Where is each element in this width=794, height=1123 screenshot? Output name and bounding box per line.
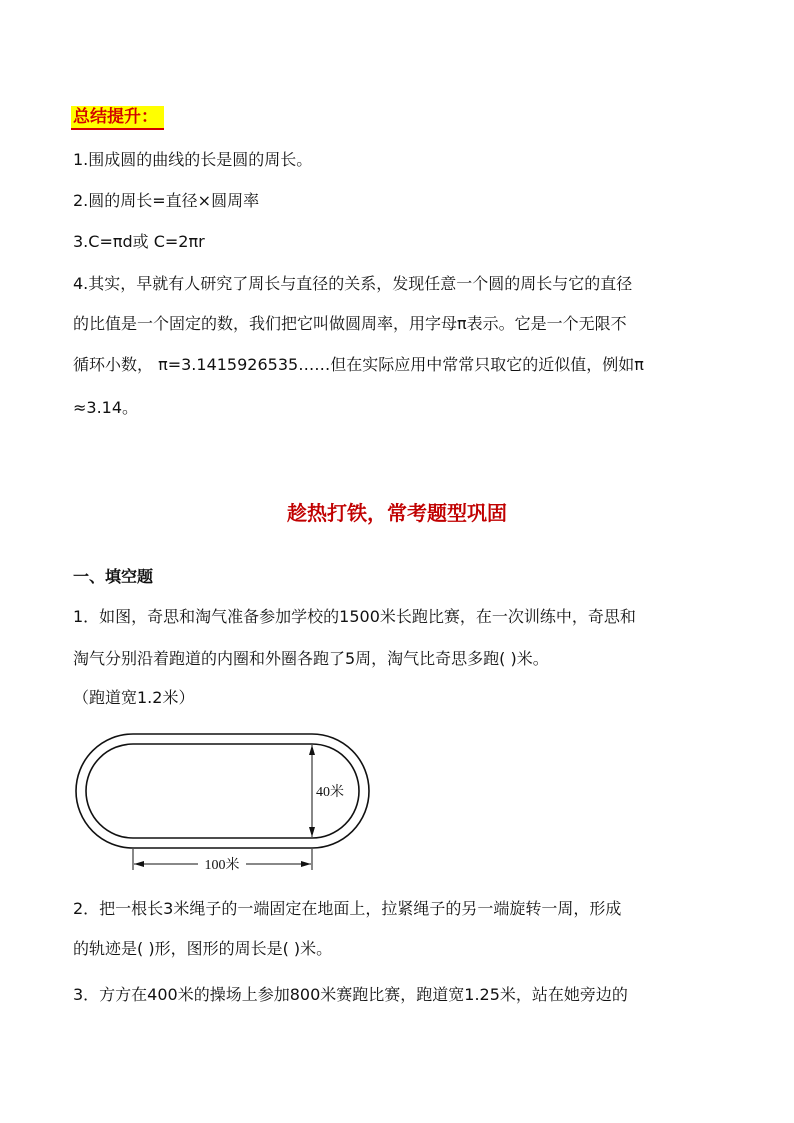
summary-point-3: 3.C=πd或 C=2πr (73, 232, 205, 251)
question-2-line-1: 2．把一根长3米绳子的一端固定在地面上，拉紧绳子的另一端旋转一周，形成 (73, 899, 622, 918)
summary-point-4-line-1: 4.其实，早就有人研究了周长与直径的关系，发现任意一个圆的周长与它的直径 (73, 274, 633, 293)
length-arrow-left (134, 861, 144, 867)
summary-point-2: 2.圆的周长=直径×圆周率 (73, 191, 260, 210)
track-length-label: 100米 (204, 858, 240, 873)
question-1-note: （跑道宽1.2米） (73, 688, 195, 707)
section-title: 趁热打铁，常考题型巩固 (287, 501, 507, 525)
question-2-line-2: 的轨迹是( )形，图形的周长是( )米。 (73, 939, 333, 958)
summary-point-4-line-3: 循环小数， π=3.1415926535……但在实际应用中常常只取它的近似值，例如π (73, 355, 644, 374)
question-1-line-1: 1．如图，奇思和淘气准备参加学校的1500米长跑比赛，在一次训练中，奇思和 (73, 607, 636, 626)
summary-heading: 总结提升： (71, 106, 164, 130)
fill-in-heading: 一、填空题 (73, 567, 154, 586)
running-track-diagram (70, 728, 380, 878)
width-arrow-top (309, 745, 315, 755)
summary-point-4-line-4: ≈3.14。 (73, 398, 139, 417)
question-3-line-1: 3．方方在400米的操场上参加800米赛跑比赛，跑道宽1.25米，站在她旁边的 (73, 985, 628, 1004)
length-arrow-right (301, 861, 311, 867)
question-1-line-2: 淘气分别沿着跑道的内圈和外圈各跑了5周，淘气比奇思多跑( )米。 (73, 649, 549, 668)
track-width-label: 40米 (316, 785, 344, 800)
summary-point-4-line-2: 的比值是一个固定的数，我们把它叫做圆周率，用字母π表示。它是一个无限不 (73, 314, 627, 333)
width-arrow-bottom (309, 827, 315, 837)
summary-point-1: 1.围成圆的曲线的长是圆的周长。 (73, 150, 313, 169)
